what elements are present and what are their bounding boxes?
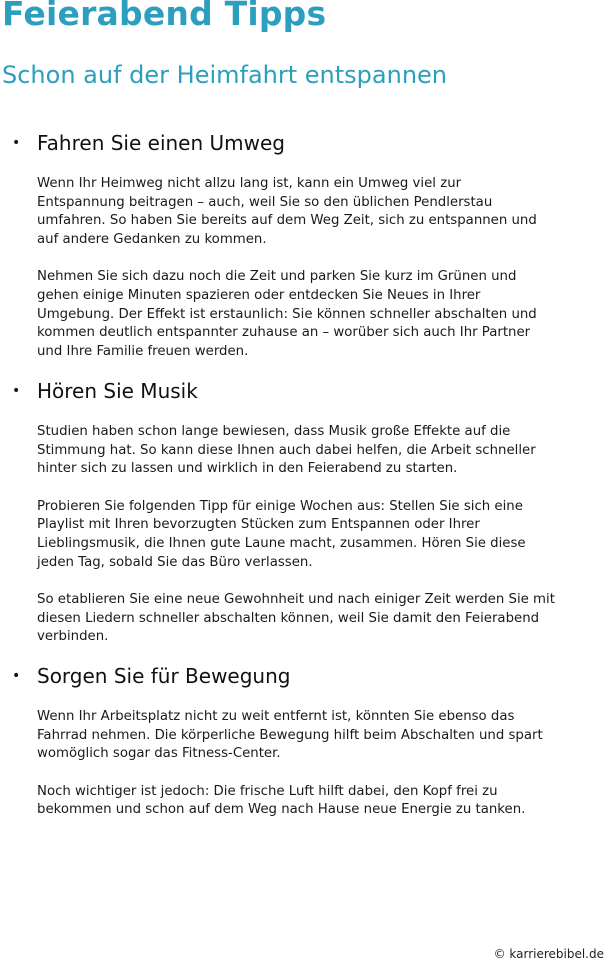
paragraph: Noch wichtiger ist jedoch: Die frische Luft hilft dabei, den Kopf frei zu bekommen und schon auf dem Weg nach Hause neue Energie zu tanken. <box>37 783 526 818</box>
page-subtitle: Schon auf der Heimfahrt entspannen <box>2 61 448 89</box>
paragraph: So etablieren Sie eine neue Gewohnheit und nach einiger Zeit werden Sie mit diesen Liedern schneller abschalten können, weil Sie damit den Feierabend verbinden. <box>37 592 555 645</box>
section-umweg <box>0 130 612 361</box>
bullet-icon: • <box>12 135 21 151</box>
section-heading-text: Hören Sie Musik <box>37 379 198 403</box>
section-heading-text: Fahren Sie einen Umweg <box>37 131 285 155</box>
page-title: Feierabend Tipps <box>2 0 327 33</box>
section-heading <box>0 378 612 404</box>
section-musik <box>0 378 612 647</box>
paragraph: Wenn Ihr Arbeitsplatz nicht zu weit entfernt ist, könnten Sie ebenso das Fahrrad nehmen. Die körperliche Bewegung hilft beim Abschalten und spart womöglich sogar das Fitness-Center. <box>37 709 543 762</box>
paragraph: Wenn Ihr Heimweg nicht allzu lang ist, kann ein Umweg viel zur Entspannung beitragen – auch, weil Sie so den üblichen Pendlerstau umfahren. So haben Sie bereits auf dem Weg Zeit, sich zu entspannen und auf andere Gedanken zu kommen. <box>37 176 537 247</box>
copyright-footer: © karrierebibel.de <box>493 947 604 961</box>
paragraph: Probieren Sie folgenden Tipp für einige Wochen aus: Stellen Sie sich eine Playlist mit Ihren bevorzugten Stücken zum Entspannen oder Ihrer Lieblingsmusik, die Ihnen gute Laune macht, zusammen. Hören Sie diese jeden Tag, sobald Sie das Büro verlassen. <box>37 498 526 570</box>
bullet-icon: • <box>12 383 21 399</box>
bullet-icon: • <box>12 668 21 684</box>
paragraph: Studien haben schon lange bewiesen, dass Musik große Effekte auf die Stimmung hat. So kann diese Ihnen auch dabei helfen, die Arbeit schneller hinter sich zu lassen und wirklich in den Feierabend zu starten. <box>37 424 536 477</box>
section-heading <box>0 130 612 156</box>
section-heading <box>0 663 612 689</box>
section-bewegung <box>0 663 612 820</box>
section-heading-text: Sorgen Sie für Bewegung <box>37 664 291 688</box>
paragraph: Nehmen Sie sich dazu noch die Zeit und parken Sie kurz im Grünen und gehen einige Minuten spazieren oder entdecken Sie Neues in Ihrer Umgebung. Der Effekt ist erstaunlich: Sie können schneller abschalten und kommen deutlich entspannter zuhause an – worüber sich auch Ihr Partner und Ihre Familie freuen werden. <box>37 269 537 359</box>
